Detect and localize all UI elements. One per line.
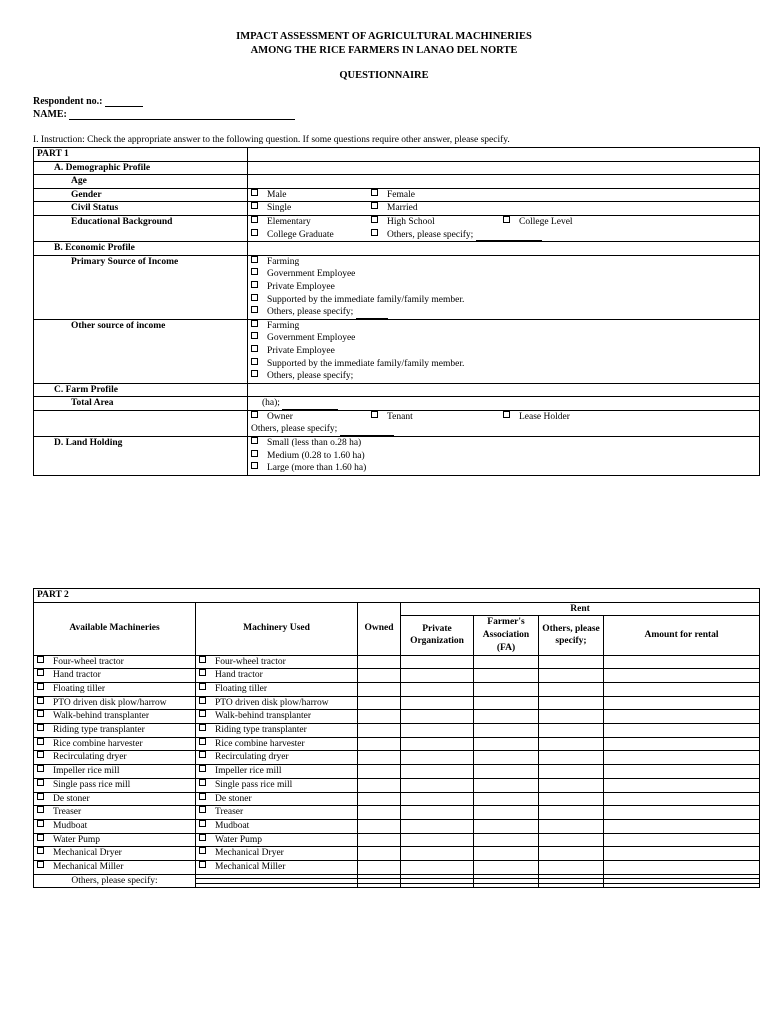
blank-cell[interactable]: [604, 806, 760, 820]
machinery-name: Treaser: [215, 807, 244, 818]
available-machinery-cell[interactable]: [34, 792, 196, 806]
checkbox-icon: [199, 710, 206, 717]
checkbox-icon: [199, 697, 206, 704]
blank-cell[interactable]: [358, 655, 401, 669]
available-machinery-cell[interactable]: [34, 655, 196, 669]
machinery-name: Riding type transplanter: [215, 725, 307, 736]
machinery-name: Walk-behind transplanter: [215, 711, 312, 722]
checkbox-icon: [37, 669, 44, 676]
blank-cell[interactable]: [401, 861, 474, 875]
machinery-name: Rice combine harvester: [53, 738, 143, 749]
available-machinery-cell[interactable]: [34, 751, 196, 765]
machinery-name: Mechanical Dryer: [215, 848, 284, 859]
blank-cell[interactable]: [474, 847, 539, 861]
checkbox-icon: [251, 216, 258, 223]
blank-cell[interactable]: [604, 883, 760, 888]
blank-cell[interactable]: [539, 696, 604, 710]
blank-cell[interactable]: [539, 765, 604, 779]
checkbox-icon: [251, 411, 258, 418]
machinery-name: PTO driven disk plow/harrow: [53, 697, 167, 708]
table-row: [34, 765, 760, 779]
respondent-number-label: Respondent no.:: [33, 96, 103, 107]
checkbox-icon: [251, 294, 258, 301]
blank-cell[interactable]: [358, 696, 401, 710]
blank-cell[interactable]: [401, 792, 474, 806]
document-title-line-2: AMONG THE RICE FARMERS IN LANAO DEL NORTE: [250, 45, 518, 56]
edu-option-elementary[interactable]: Elementary: [251, 216, 371, 229]
blank-cell[interactable]: [474, 806, 539, 820]
machinery-name: Impeller rice mill: [215, 766, 282, 777]
edu-option-college-level[interactable]: College Level: [503, 216, 573, 229]
blank-cell[interactable]: [539, 792, 604, 806]
blank-cell[interactable]: [604, 792, 760, 806]
table-row: [34, 710, 760, 724]
checkbox-icon: [503, 216, 510, 223]
blank-cell[interactable]: [539, 669, 604, 683]
edu-option-high-school[interactable]: High School: [371, 216, 503, 229]
checkbox-icon: [199, 793, 206, 800]
blank-cell[interactable]: [474, 778, 539, 792]
primary-income-option[interactable]: Government Employee: [251, 268, 756, 281]
available-machinery-cell[interactable]: [34, 669, 196, 683]
machinery-name: Floating tiller: [53, 683, 105, 694]
machinery-name: Single pass rice mill: [53, 779, 131, 790]
machinery-name: Mechanical Miller: [53, 862, 124, 873]
checkbox-icon: [371, 189, 378, 196]
checkbox-icon: [199, 861, 206, 868]
available-machinery-cell[interactable]: [34, 833, 196, 847]
blank-cell[interactable]: [401, 806, 474, 820]
checkbox-icon: [251, 332, 258, 339]
primary-income-label: Primary Source of Income: [34, 255, 248, 319]
machinery-used-cell[interactable]: [196, 765, 358, 779]
checkbox-icon: [199, 834, 206, 841]
blank-cell[interactable]: [539, 682, 604, 696]
checkbox-icon: [199, 656, 206, 663]
total-area-label: Total Area: [34, 397, 248, 411]
blank-cell[interactable]: [474, 861, 539, 875]
blank-cell[interactable]: [358, 682, 401, 696]
machinery-name: De stoner: [53, 793, 90, 804]
table-row: [34, 751, 760, 765]
blank-cell[interactable]: [539, 751, 604, 765]
blank-cell[interactable]: [401, 696, 474, 710]
checkbox-icon: [251, 281, 258, 288]
machinery-name: Water Pump: [215, 834, 262, 845]
blank-cell[interactable]: [539, 883, 604, 888]
blank-cell[interactable]: [539, 778, 604, 792]
blank-cell[interactable]: [604, 682, 760, 696]
checkbox-icon: [37, 710, 44, 717]
blank-cell[interactable]: [401, 765, 474, 779]
age-label: Age: [34, 175, 248, 189]
blank-cell[interactable]: [358, 778, 401, 792]
table-row: [34, 819, 760, 833]
checkbox-icon: [199, 765, 206, 772]
available-machinery-cell[interactable]: [34, 737, 196, 751]
checkbox-icon: [199, 669, 206, 676]
machinery-name: Mechanical Miller: [215, 862, 286, 873]
checkbox-icon: [199, 779, 206, 786]
blank-cell[interactable]: [474, 765, 539, 779]
checkbox-icon: [37, 683, 44, 690]
primary-income-option[interactable]: Private Employee: [251, 281, 756, 294]
table-row: [34, 806, 760, 820]
blank-cell[interactable]: [539, 806, 604, 820]
edu-option-college-graduate[interactable]: College Graduate: [251, 229, 371, 242]
checkbox-icon: [37, 779, 44, 786]
machinery-used-cell[interactable]: [196, 737, 358, 751]
blank-cell[interactable]: [474, 655, 539, 669]
machinery-name: Hand tractor: [215, 670, 263, 681]
economic-section-heading: B. Economic Profile: [34, 242, 248, 256]
part2-label: PART 2: [34, 589, 760, 603]
document-title-line-1: IMPACT ASSESSMENT OF AGRICULTURAL MACHINERIES: [236, 31, 532, 42]
blank-cell[interactable]: [401, 682, 474, 696]
gender-option-male[interactable]: Male: [251, 189, 371, 202]
checkbox-icon: [37, 847, 44, 854]
blank-cell[interactable]: [539, 861, 604, 875]
machinery-used-cell[interactable]: [196, 861, 358, 875]
checkbox-icon: [199, 738, 206, 745]
farmers-association-header: Farmer's Association (FA): [474, 616, 539, 655]
table-row: [34, 778, 760, 792]
machinery-name: Mudboat: [215, 820, 250, 831]
machinery-name: Rice combine harvester: [215, 738, 305, 749]
tenure-option-owner[interactable]: Owner: [251, 411, 371, 424]
machinery-name: Water Pump: [53, 834, 100, 845]
available-machinery-cell[interactable]: [34, 724, 196, 738]
farm-profile-heading: C. Farm Profile: [34, 383, 248, 397]
checkbox-icon: [37, 751, 44, 758]
gender-option-female[interactable]: Female: [371, 189, 415, 202]
blank-cell[interactable]: [474, 792, 539, 806]
respondent-number-blank[interactable]: [105, 97, 143, 107]
checkbox-icon: [37, 656, 44, 663]
machinery-name: PTO driven disk plow/harrow: [215, 697, 329, 708]
blank-cell[interactable]: [401, 778, 474, 792]
blank-cell[interactable]: [604, 847, 760, 861]
available-machinery-cell[interactable]: [34, 765, 196, 779]
name-blank[interactable]: [69, 110, 295, 120]
machinery-used-cell[interactable]: [196, 751, 358, 765]
blank-cell[interactable]: [474, 682, 539, 696]
blank-cell[interactable]: [358, 737, 401, 751]
blank-cell[interactable]: [604, 778, 760, 792]
blank-cell[interactable]: [539, 710, 604, 724]
available-machineries-header: Available Machineries: [34, 602, 196, 655]
machinery-used-cell[interactable]: [196, 847, 358, 861]
blank-cell[interactable]: [474, 724, 539, 738]
other-income-option[interactable]: Government Employee: [251, 332, 756, 345]
blank-cell[interactable]: [358, 861, 401, 875]
respondent-number-row: [33, 96, 143, 107]
table-row: [34, 669, 760, 683]
other-income-option[interactable]: Supported by the immediate family/family member.: [251, 358, 756, 371]
checkbox-icon: [199, 724, 206, 731]
checkbox-icon: [251, 370, 258, 377]
checkbox-icon: [37, 793, 44, 800]
checkbox-icon: [37, 806, 44, 813]
blank-cell[interactable]: [604, 737, 760, 751]
machinery-used-cell[interactable]: [196, 806, 358, 820]
blank-cell[interactable]: [539, 655, 604, 669]
machinery-name: Recirculating dryer: [53, 752, 127, 763]
part2-table: [33, 588, 760, 888]
checkbox-icon: [251, 189, 258, 196]
checkbox-icon: [251, 450, 258, 457]
machinery-used-cell[interactable]: [196, 724, 358, 738]
table-row: [34, 847, 760, 861]
document-subtitle: QUESTIONNAIRE: [339, 70, 429, 81]
blank-cell[interactable]: [604, 833, 760, 847]
blank-cell[interactable]: [401, 883, 474, 888]
blank-cell[interactable]: [474, 883, 539, 888]
blank-cell[interactable]: [539, 724, 604, 738]
other-income-option[interactable]: Farming: [251, 320, 756, 333]
blank-cell[interactable]: [604, 710, 760, 724]
other-income-label: Other source of income: [34, 319, 248, 383]
hectares-unit-label: (ha);: [262, 398, 280, 409]
blank-cell[interactable]: [358, 833, 401, 847]
machinery-name: Four-wheel tractor: [215, 656, 286, 667]
checkbox-icon: [37, 697, 44, 704]
blank-cell[interactable]: [604, 669, 760, 683]
checkbox-icon: [251, 320, 258, 327]
machinery-name: Hand tractor: [53, 670, 101, 681]
checkbox-icon: [37, 861, 44, 868]
checkbox-icon: [199, 683, 206, 690]
name-label: NAME:: [33, 109, 67, 120]
machinery-name: Floating tiller: [215, 683, 267, 694]
checkbox-icon: [371, 216, 378, 223]
blank-cell[interactable]: [401, 710, 474, 724]
civil-status-label: Civil Status: [34, 202, 248, 216]
table-row: [34, 724, 760, 738]
tenure-option-tenant[interactable]: Tenant: [371, 411, 503, 424]
blank-cell[interactable]: [358, 724, 401, 738]
machinery-name: Impeller rice mill: [53, 766, 120, 777]
checkbox-icon: [37, 724, 44, 731]
blank-cell[interactable]: [358, 792, 401, 806]
machinery-name: Single pass rice mill: [215, 779, 293, 790]
table-row: [34, 696, 760, 710]
machinery-name: Mechanical Dryer: [53, 848, 122, 859]
part1-table: [33, 147, 760, 476]
table-row: [34, 655, 760, 669]
blank-cell[interactable]: [358, 819, 401, 833]
available-machinery-cell[interactable]: [34, 819, 196, 833]
owned-header: Owned: [358, 602, 401, 655]
other-income-option[interactable]: Others, please specify;: [251, 370, 756, 383]
blank-cell[interactable]: [539, 819, 604, 833]
machinery-name: Walk-behind transplanter: [53, 711, 150, 722]
checkbox-icon: [199, 847, 206, 854]
edu-others-blank[interactable]: [476, 231, 542, 241]
machinery-name: Treaser: [53, 807, 82, 818]
others-specify-label: Others, please specify:: [34, 874, 196, 888]
checkbox-icon: [251, 229, 258, 236]
machinery-used-cell[interactable]: [196, 792, 358, 806]
machinery-used-cell[interactable]: [196, 669, 358, 683]
blank-cell[interactable]: [401, 751, 474, 765]
blank-cell[interactable]: [604, 696, 760, 710]
checkbox-icon: [37, 820, 44, 827]
blank-cell[interactable]: [401, 833, 474, 847]
blank-cell[interactable]: [539, 847, 604, 861]
checkbox-icon: [251, 358, 258, 365]
machinery-name: Recirculating dryer: [215, 752, 289, 763]
amount-for-rental-header: Amount for rental: [604, 616, 760, 655]
checkbox-icon: [251, 268, 258, 275]
rent-header: Rent: [401, 602, 760, 616]
blank-cell[interactable]: [604, 724, 760, 738]
checkbox-icon: [199, 751, 206, 758]
checkbox-icon: [199, 820, 206, 827]
available-machinery-cell[interactable]: [34, 682, 196, 696]
available-machinery-cell[interactable]: [34, 806, 196, 820]
blank-cell[interactable]: [358, 847, 401, 861]
checkbox-icon: [199, 806, 206, 813]
blank-cell[interactable]: [358, 669, 401, 683]
blank-cell[interactable]: [539, 737, 604, 751]
blank-cell[interactable]: [358, 710, 401, 724]
checkbox-icon: [251, 306, 258, 313]
machinery-used-cell[interactable]: [196, 655, 358, 669]
blank-cell[interactable]: [474, 710, 539, 724]
blank-cell[interactable]: [401, 724, 474, 738]
available-machinery-cell[interactable]: [34, 696, 196, 710]
checkbox-icon: [251, 256, 258, 263]
blank-cell[interactable]: [474, 751, 539, 765]
blank-cell[interactable]: [401, 737, 474, 751]
checkbox-icon: [251, 202, 258, 209]
blank-cell[interactable]: [539, 833, 604, 847]
land-holding-heading: D. Land Holding: [34, 437, 248, 476]
blank-cell[interactable]: [358, 806, 401, 820]
table-row: [34, 833, 760, 847]
demographic-section-heading: A. Demographic Profile: [34, 161, 248, 175]
blank-cell[interactable]: [474, 833, 539, 847]
table-row: [34, 792, 760, 806]
checkbox-icon: [37, 765, 44, 772]
available-machinery-cell[interactable]: [34, 710, 196, 724]
table-row: [34, 682, 760, 696]
blank-cell[interactable]: [604, 819, 760, 833]
rent-others-header: Others, please specify;: [539, 616, 604, 655]
machinery-used-cell[interactable]: [196, 778, 358, 792]
machinery-name: Riding type transplanter: [53, 725, 145, 736]
blank-cell[interactable]: [358, 883, 401, 888]
blank-cell[interactable]: [196, 883, 358, 888]
checkbox-icon: [371, 411, 378, 418]
available-machinery-cell[interactable]: [34, 847, 196, 861]
civil-option-single[interactable]: Single: [251, 202, 371, 215]
tenure-others-blank[interactable]: [340, 426, 394, 436]
blank-cell[interactable]: [474, 737, 539, 751]
total-area-blank[interactable]: [282, 400, 338, 410]
blank-cell[interactable]: [474, 819, 539, 833]
machinery-used-cell[interactable]: [196, 833, 358, 847]
checkbox-icon: [37, 834, 44, 841]
available-machinery-cell[interactable]: [34, 861, 196, 875]
checkbox-icon: [37, 738, 44, 745]
blank-cell[interactable]: [604, 751, 760, 765]
primary-income-option[interactable]: Others, please specify;: [251, 306, 756, 319]
blank-cell[interactable]: [474, 669, 539, 683]
machinery-used-header: Machinery Used: [196, 602, 358, 655]
blank-cell[interactable]: [358, 765, 401, 779]
part1-label: PART 1: [34, 148, 248, 162]
private-organization-header: Private Organization: [401, 616, 474, 655]
blank-cell[interactable]: [401, 847, 474, 861]
tenure-option-lease-holder[interactable]: Lease Holder: [503, 411, 570, 424]
machinery-used-cell[interactable]: [196, 819, 358, 833]
primary-income-option[interactable]: Supported by the immediate family/family member.: [251, 294, 756, 307]
gender-label: Gender: [34, 188, 248, 202]
land-holding-option[interactable]: Medium (0.28 to 1.60 ha): [251, 450, 756, 463]
age-answer-cell[interactable]: [248, 175, 760, 189]
blank-cell[interactable]: [401, 819, 474, 833]
tenure-others-label: Others, please specify;: [251, 424, 338, 435]
table-row: [34, 861, 760, 875]
blank-cell[interactable]: [474, 696, 539, 710]
machinery-used-cell[interactable]: [196, 710, 358, 724]
checkbox-icon: [371, 202, 378, 209]
land-holding-option[interactable]: Large (more than 1.60 ha): [251, 462, 756, 475]
checkbox-icon: [251, 462, 258, 469]
land-holding-option[interactable]: Small (less than o.28 ha): [251, 437, 756, 450]
checkbox-icon: [251, 437, 258, 444]
available-machinery-cell[interactable]: [34, 778, 196, 792]
blank-cell[interactable]: [401, 669, 474, 683]
edu-option-others[interactable]: Others, please specify;: [371, 229, 542, 242]
machinery-used-cell[interactable]: [196, 682, 358, 696]
civil-option-married[interactable]: Married: [371, 202, 418, 215]
instruction-text: I. Instruction: Check the appropriate answer to the following question. If some questions require other answer, please specify.: [33, 135, 510, 145]
blank-cell[interactable]: [604, 861, 760, 875]
blank-cell[interactable]: [358, 751, 401, 765]
educational-background-label: Educational Background: [34, 215, 248, 241]
checkbox-icon: [503, 411, 510, 418]
machinery-used-cell[interactable]: [196, 696, 358, 710]
primary-income-option[interactable]: Farming: [251, 256, 756, 269]
blank-cell[interactable]: [401, 655, 474, 669]
primary-income-others-blank[interactable]: [356, 309, 388, 319]
checkbox-icon: [251, 345, 258, 352]
table-row: [34, 737, 760, 751]
machinery-name: Mudboat: [53, 820, 88, 831]
machinery-name: Four-wheel tractor: [53, 656, 124, 667]
other-income-option[interactable]: Private Employee: [251, 345, 756, 358]
machinery-name: De stoner: [215, 793, 252, 804]
blank-cell[interactable]: [604, 655, 760, 669]
checkbox-icon: [371, 229, 378, 236]
name-row: [33, 109, 295, 120]
blank-cell[interactable]: [604, 765, 760, 779]
